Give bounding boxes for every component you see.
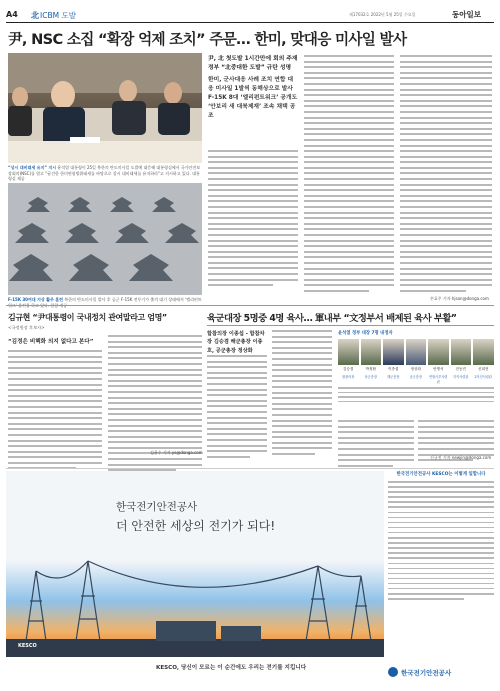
- article3-lead: 합참의장 이종섭 - 합참차장 김승겸 해군총장 이종호, 공군총장 정상화: [207, 331, 265, 354]
- ad-slogan: [116, 517, 275, 534]
- ad-side-panel: [388, 471, 494, 657]
- general-name: 김승겸: [343, 367, 354, 371]
- headline2: 육군대장 5명중 4명 육사… 軍내부 “文정부서 배제된 육사 부활”: [207, 313, 457, 324]
- generals-roles-row: [338, 374, 494, 384]
- article2-title: 김규현 “尹대통령이 국내정치 관여말라고 엄명”: [8, 313, 167, 322]
- general-photo: [451, 339, 472, 365]
- general-role: 공군총장: [409, 375, 422, 379]
- ad-banner-image: [6, 471, 384, 657]
- general-role: 육군총장: [364, 375, 377, 379]
- generals-names-row: [338, 367, 494, 372]
- generals-table-title: 윤석열 정부 대장 7명 내정자: [338, 331, 393, 336]
- photo1-caption-text: 윤석열 대통령이 25일 북한의 탄도미사일 도발에 대응해 대통령실에서 국가안전보장회의(NSC)를 열고 “굳건한 한미연합방위태세를 바탕으로 상시 대비태세를 유지하라”고 지시하고 있다. 대통령실 제공: [8, 165, 201, 182]
- general-role: 해군총장: [387, 375, 400, 379]
- photo2-caption-title: F-15K 30여대 지상 활주 훈련: [8, 297, 63, 302]
- photo1-caption: [8, 165, 202, 182]
- photo2-caption-text: 북한의 탄도미사일 발사 후 공군 F-15K 전투기가 출격 대기 상태에서 ‘엘리펀트: [64, 297, 202, 302]
- general-name: 박정환: [365, 367, 376, 371]
- page-number: A4: [6, 10, 18, 19]
- photo2-caption: [8, 297, 202, 308]
- article2-quote: “김정은 비핵화 의지 없다고 본다”: [8, 339, 94, 345]
- ad-slogan-text: 더 안전한 세상의 전기가 되다!: [116, 519, 276, 533]
- article2-col1: [8, 350, 102, 473]
- ad-org-name: 한국전기안전공사: [116, 501, 198, 513]
- general-name: 이종섭: [388, 367, 399, 371]
- general-name: 전동진: [455, 367, 466, 371]
- generals-photos-row: [338, 339, 494, 365]
- article1-col2: [304, 55, 394, 296]
- general-name: 정상화: [410, 367, 421, 371]
- headline2-rule: [207, 325, 494, 326]
- nsc-meeting-photo: [8, 53, 202, 163]
- generals-table: [338, 330, 494, 412]
- photo1-caption-title: “상시 대비태세 유지” 지시: [8, 165, 57, 170]
- general-role: 2작전사령관: [474, 375, 492, 379]
- article1-lead2: 한미, 군사대응 사례 조치 연합 대응 미사일 1발씩 동해상으로 발사 F-15K 8대 ‘엘리펀트워크’ 공개도 ‘안보리 새 대북제재’ 조속 채택 공조: [208, 77, 298, 119]
- general-photo: [406, 339, 427, 365]
- f15k-photo: [8, 183, 202, 295]
- newspaper-logo: 동아일보: [452, 10, 481, 19]
- ad-footer-left: KESCO, 당신이 모르는 이 순간에도 우리는 전기를 지킵니다: [156, 665, 307, 671]
- general-role: 지작사령관: [453, 375, 469, 379]
- ad-side-title: 한국전기안전공사 KESCO는 이렇게 일합니다: [396, 472, 486, 477]
- article2-subtitle: <국정원장 후보자>: [8, 325, 45, 330]
- general-photo: [338, 339, 359, 365]
- general-role: 합참의장: [342, 375, 355, 379]
- kesco-logo-text: 한국전기안전공사: [401, 668, 452, 677]
- article1-lead: 尹, 北 첫도발 1시간만에 회의 주재 정부 “北중대한 도발” 규탄 성명: [208, 56, 298, 71]
- article3-col2: [272, 330, 332, 459]
- article1-col1: [208, 150, 298, 290]
- article3-col1: [207, 355, 267, 461]
- main-headline: 尹, NSC 소집 “확장 억제 조치” 주문… 한미, 맞대응 미사일 발사: [8, 31, 407, 48]
- general-photo: [361, 339, 382, 365]
- article3-col3: [338, 420, 414, 470]
- article1-col3: [400, 55, 492, 296]
- section-title: ICBM 도발: [40, 11, 76, 20]
- general-photo: [383, 339, 404, 365]
- section-mark: 北: [31, 11, 39, 20]
- article1-byline: 손효주 기자 hjson@donga.com: [430, 296, 489, 301]
- issue-date: 제17032호 2022년 5월 25일 수요일: [349, 12, 416, 17]
- general-photo: [473, 339, 494, 365]
- general-name: 신희현: [478, 367, 489, 371]
- section-divider: [6, 305, 494, 306]
- general-role: 연합사부사령관: [429, 375, 448, 384]
- general-name: 안병석: [433, 367, 444, 371]
- article3-byline: 신규진 기자 newjin@donga.com: [430, 455, 492, 460]
- page-header: [6, 4, 494, 24]
- kesco-ad: [6, 468, 494, 687]
- general-photo: [428, 339, 449, 365]
- article2-byline: 김윤수 기자 ys@donga.com: [150, 450, 203, 455]
- kesco-icon: [388, 667, 398, 677]
- ad-footer-logo: [388, 667, 451, 677]
- kesco-logo-mark: KESCO: [18, 643, 37, 649]
- header-rule: [6, 22, 494, 23]
